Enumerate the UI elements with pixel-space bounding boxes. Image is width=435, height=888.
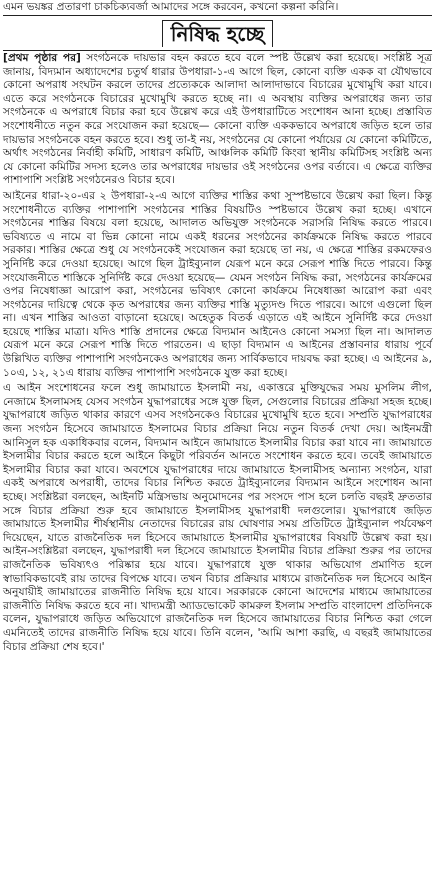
previous-article-last-line: এমন ভয়ঙ্কর প্রতারণা চাকচিক্যবর্জা আমাদের সঙ্গে করবেন, কখনো কল্পনা করিনি। <box>3 0 432 16</box>
article-headline: নিষিদ্ধ হচ্ছে <box>162 20 274 47</box>
article-paragraph-1 <box>3 52 432 188</box>
article-paragraph-2: আইনের ধারা-২০-এর ২ উপধারা-২-এ আগে ব্যক্তির শাস্তির কথা সুস্পষ্টভাবে উল্লেখ করা ছিল। কিন্তু সংশোধনীতে ব্যক্তির পাশাপাশি সংগঠনের শাস্তির বিষয়টিও স্পষ্টভাবে উল্লেখ করা হচ্ছে। এখানে সংগঠনের শাস্তির বিষয়ে বলা হয়েছে, আদালত অভিযুক্ত সংগঠনকে সরাসরি নিষিদ্ধ করতে পারবে। ভবিষ্যতে এ নামে বা ভিন্ন কোনো নামে একই ধরনের সংগঠনের কার্যক্রমকে নিষিদ্ধ করতে পারবে সরকার। শাস্তির ক্ষেত্রে শুধু যে সংগঠনকেই সংযোজন করা হয়েছে তা নয়, এ ক্ষেত্রে শাস্তির রকমফেরও সুনির্দিষ্ট করে দেওয়া হয়েছে। আগে ছিল ট্রাইব্যুনাল যেরূপ মনে করে সেরূপ শাস্তি দিতে পারবে। কিন্তু সংযোজনীতে শাস্তিকে সুনির্দিষ্ট করে দেওয়া হয়েছে— যেমন সংগঠন নিষিদ্ধ করা, সংগঠনের কার্যক্রমের ওপর নিষেধাজ্ঞা আরোপ করা, সংগঠনের ভবিষ্যৎ কোনো কার্যক্রমে নিষেধাজ্ঞা আরোপ করা এবং সংগঠনের দায়িত্বে থেকে কৃত অপরাধের জন্য ব্যক্তির শাস্তি মৃত্যুদণ্ড দিতে পারবে। আগে এগুলো ছিল না। এখন শাস্তির আওতা বাড়ানো হয়েছে। অহেতুক বিতর্ক এড়াতে এই আইনে সুনির্দিষ্ট করে দেওয়া হয়েছে শাস্তির মাত্রা। যদিও শাস্তি প্রদানের ক্ষেত্রে বিদ্যমান আইনেও কোনো সমস্যা ছিল না। আদালত যেরূপ মনে করে সেরূপ শাস্তি দিতে পারতেন। এ ছাড়া বিদ্যমান এ আইনের প্রস্তাবনার ধারায় পূর্বে উল্লিখিত ব্যক্তির পাশাপাশি সংগঠনকেও অপরাধের জন্য সার্বিকভাবে দায়বদ্ধ করা হচ্ছে। এ আইনের ৯, ১০এ, ১২, ২১এ ধারায় ব্যক্তির পাশাপাশি সংগঠনকে যুক্ত করা হচ্ছে। <box>3 189 432 379</box>
headline-rule <box>3 50 432 51</box>
article-body <box>3 52 432 654</box>
headline-box <box>3 20 432 50</box>
article-paragraph-3: এ আইন সংশোধনের ফলে শুধু জামায়াতে ইসলামী নয়, একাত্তরে মুক্তিযুদ্ধের সময় মুসলিম লীগ, নেজামে ইসলামসহ যেসব সংগঠন যুদ্ধাপরাধের সঙ্গে যুক্ত ছিল, সেগুলোর বিচারের প্রক্রিয়া সহজ হচ্ছে। যুদ্ধাপরাধে জড়িত থাকার কারণে এসব সংগঠনকেও বিচারের মুখোমুখি হতে হবে। সম্প্রতি যুদ্ধাপরাধের জন্য সংগঠন হিসেবে জামায়াতে ইসলামের বিচার প্রক্রিয়া নিয়ে নতুন বিতর্ক দেখা দেয়। আইনমন্ত্রী আনিসুল হক একাধিকবার বলেন, বিদ্যমান আইনে জামায়াতে ইসলামীর বিচার করা যাবে না। জামায়াতে ইসলামীর বিচার করতে হলে আইনে কিছুটা পরিবর্তন আনতে সংশোধন করতে হবে। তবেই জামায়াতে ইসলামীর বিচার করা যাবে। অবশেষে যুদ্ধাপরাধের দায়ে জামায়াতে ইসলামীসহ অন্যান্য সংগঠন, যারা একই অপরাধে অপরাধী, তাদের বিচার নিশ্চিত করতে ট্রাইব্যুনালের বিদ্যমান আইনে সংশোধন আনা হচ্ছে। সংশ্লিষ্টরা বলছেন, আইনটি মন্ত্রিসভায় অনুমোদনের পর সংসদে পাস হলে চলতি বছরই দ্রুততার সঙ্গে বিচার প্রক্রিয়া শুরু হবে জামায়াতে ইসলামীসহ যুদ্ধাপরাধী দলগুলোর। যুদ্ধাপরাধে জড়িত জামায়াতে ইসলামীর শীর্ষস্থানীয় নেতাদের বিচারের রায় ঘোষণার সময় প্রতিটিতে ট্রাইব্যুনাল পর্যবেক্ষণ দিয়েছেন, যাতে রাজনৈতিক দল হিসেবে জামায়াতে ইসলামীর যুদ্ধাপরাধের বিষয়টি উল্লেখ করা হয়। আইন-সংশ্লিষ্টরা বলছেন, যুদ্ধাপরাধী দল হিসেবে জামায়াতে ইসলামীর বিচার প্রক্রিয়া শুরুর পর তাদের রাজনৈতিক ভবিষ্যৎও পরিষ্কার হয়ে যাবে। যুদ্ধাপরাধে যুক্ত থাকার অভিযোগ প্রমাণিত হলে স্বাভাবিকভাবেই রায় তাদের বিপক্ষে যাবে। তখন বিচার প্রক্রিয়ার মাধ্যমে রাজনৈতিক দল হিসেবে আইন অনুযায়ীই জামায়াতের রাজনীতি নিষিদ্ধ হয়ে যাবে। সরকারকে কোনো আদেশের মাধ্যমে জামায়াতের রাজনীতি নিষিদ্ধ করতে হবে না। খাদ্যমন্ত্রী অ্যাডভোকেট কামরুল ইসলাম সম্প্রতি বাংলাদেশ প্রতিদিনকে বলেন, যুদ্ধাপরাধে জড়িত অভিযোগে রাজনৈতিক দল হিসেবে জামায়াতের বিচার নিশ্চিত করা গেলে এমনিতেই তাদের রাজনীতি নিষিদ্ধ হয়ে যাবে। তিনি বলেন, 'আমি আশা করছি, এ বছরই জামায়াতের বিচার প্রক্রিয়া শেষ হবে।' <box>3 382 432 653</box>
continuation-marker: [প্রথম পৃষ্ঠার পর] <box>3 52 81 64</box>
paragraph-text: সংগঠনকে দায়ভার বহন করতে হবে বলে স্পষ্ট উল্লেখ করা হয়েছে। সংশ্লিষ্ট সূত্র জানায়, বিদ্যমান অধ্যাদেশের চতুর্থ ধারার উপধারা-১-এ আগে ছিল, কোনো ব্যক্তি একক বা যৌথভাবে কোনো অপরাধ সংঘটন করলে তাদের প্রত্যেককে আলাদা আলাদাভাবে বিচারের মুখোমুখি করা যাবে। এতে করে সংগঠনকে বিচারের মুখোমুখি করতে হচ্ছে না। এ অবস্থায় ব্যক্তির অপরাধের জন্য তার সংগঠনকে এ অপরাধে বিচার করা হবে উল্লেখ করে এই উপধারাটিতে সংশোধন আনা হচ্ছে। প্রস্তাবিত সংশোধনীতে নতুন করে সংযোজন করা হয়েছে— কোনো ব্যক্তি এককভাবে অপরাধে জড়িত হলে তার দায়ভার সংগঠনকে বহন করতে হবে। শুধু তা-ই নয়, সংগঠনের যে কোনো পর্যায়ের যে কোনো কমিটিতে, অর্থাৎ সংগঠনের নির্বাহী কমিটি, সাধারণ কমিটি, আঞ্চলিক কমিটি কিংবা স্থানীয় কমিটিসহ সংশ্লিষ্ট অন্য যে কোনো কমিটির সদস্য হলেও তার অপরাধের দায়ভার ওই সংগঠনের ওপর বর্তাবে। এ ক্ষেত্রে ব্যক্তির পাশাপাশি সংশ্লিষ্ট সংগঠনেরও বিচার হবে। <box>3 52 432 187</box>
